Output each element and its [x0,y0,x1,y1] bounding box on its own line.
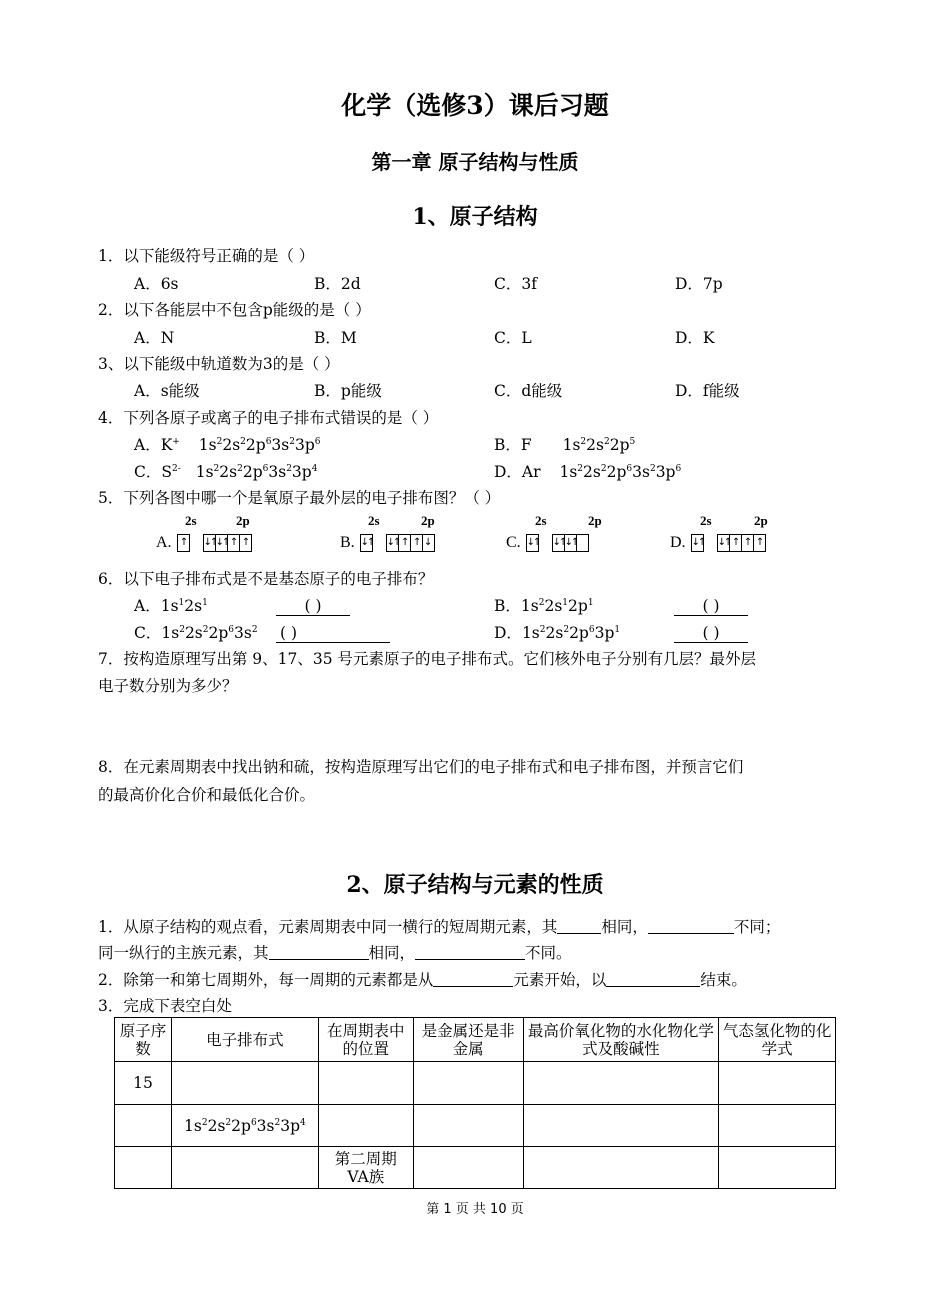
header-hydride: 气态氢化物的化学式 [719,1018,836,1062]
q6-b-label: B． [494,597,521,615]
orbital-box: ↑ [410,534,423,552]
q4-c-label: C．S [134,463,172,481]
s2q1-text-5: 相同， [368,944,416,962]
q4-option-b: B．F $1s^22s^22p^5$ [494,436,636,454]
s2-q3-stem: 3．完成下表空白处 [98,997,232,1015]
table-cell [523,1147,719,1189]
table-cell [318,1062,413,1105]
q1-option-a: A．6s [134,275,179,293]
header-position: 在周期表中的位置 [318,1018,413,1062]
q4-option-a: A．K+ $1s^22s^22p^63s^23p^6$ [134,436,321,454]
q2-option-d: D．K [675,329,715,347]
s2q1-text-4: 同一纵行的主族元素，其 [98,944,269,962]
s2q2-text-1: 2．除第一和第七周期外，每一周期的元素都是从 [98,971,434,989]
page-footer: 第 1 页 共 10 页 [426,1202,524,1217]
orbital-box: ↓↑ [360,534,373,552]
orbital-box: ↑ [177,534,190,552]
orbital-box: ↑ [729,534,742,552]
q4-b-label: B．F [494,436,532,454]
cell-atomic-number: 15 [115,1062,172,1105]
s2q2-text-2: 元素开始，以 [513,971,607,989]
table-row [115,1105,836,1147]
q2-option-a: A．N [134,329,175,347]
q6-option-b: B．$1s^22s^12p^1$ [494,597,594,615]
q4-a-charge: + [172,437,180,447]
q5-b-2p-label: 2p [421,513,435,528]
q3-option-b: B．p能级 [314,382,382,400]
header-metal: 是金属还是非金属 [413,1018,523,1062]
q5-diagram-d [670,534,766,552]
q5-d-2p-label: 2p [754,513,768,528]
q5-c-2p-label: 2p [588,513,602,528]
q8-line2: 的最高价化合价和最低化合价。 [98,786,316,804]
s2q1-text-2: 相同， [601,918,648,936]
cell-electron-config: $1s^22s^22p^63s^23p^4$ [171,1105,318,1147]
q4-option-d: D．Ar $1s^22s^22p^63s^23p^6$ [494,463,682,481]
q5-option-c-label: C. [506,534,521,551]
s2-q1-line2 [98,944,572,962]
orbital-box: ↑ [741,534,754,552]
orbital-box: ↓↑ [564,534,577,552]
table-cell [523,1062,719,1105]
orbital-box: ↓↑ [717,534,730,552]
q5-b-2s-label: 2s [368,513,380,528]
orbital-box [576,534,589,552]
s2q1-text-3: 不同； [733,918,781,936]
q3-stem: 3、以下能级中轨道数为3的是（ ） [98,355,340,373]
table-cell [413,1105,523,1147]
s2q1-text-6: 不同。 [525,944,572,962]
table-cell [523,1105,719,1147]
q5-diagram-b [340,534,435,552]
orbital-box: ↑ [753,534,766,552]
table-cell [413,1062,523,1105]
orbital-box: ↓↑ [215,534,228,552]
q1-option-d: D．7p [675,275,723,293]
q3-option-d: D．f能级 [675,382,740,400]
s2-q1-line1 [98,918,780,936]
s2q2-text-3: 结束。 [700,971,747,989]
table-cell [115,1147,172,1189]
orbital-box: ↓ [422,534,435,552]
orbital-box: ↓↑ [552,534,565,552]
table-cell [115,1105,172,1147]
orbital-box: ↓↑ [691,534,704,552]
q7-line1: 7．按构造原理写出第 9、17、35 号元素原子的电子排布式。它们核外电子分别有几层？最外层 [98,650,757,668]
q2-option-c: C．L [494,329,532,347]
q5-c-2s-label: 2s [535,513,547,528]
q5-a-2p-label: 2p [236,513,250,528]
table-cell [413,1147,523,1189]
q3-option-a: A．s能级 [134,382,200,400]
table-cell [719,1147,836,1189]
orbital-box: ↓↑ [526,534,539,552]
s2-q2 [98,971,747,989]
section-title-1: 1、原子结构 [412,204,538,230]
q1-option-b: B．2d [314,275,361,293]
orbital-box: ↑ [227,534,240,552]
table-header-row [115,1018,836,1062]
q3-option-c: C．d能级 [494,382,563,400]
q6-option-a: A．$1s^12s^1$ [134,597,208,615]
orbital-box: ↓↑ [203,534,216,552]
s2q1-text-1: 1．从原子结构的观点看，元素周期表中同一横行的短周期元素，其 [98,918,558,936]
q5-a-2s-label: 2s [185,513,197,528]
q5-diagram-a [156,534,252,552]
q6-option-d: D．$1s^22s^22p^63p^1$ [494,624,621,642]
q4-c-charge: 2- [171,464,181,474]
q8-line1: 8．在元素周期表中找出钠和硫，按构造原理写出它们的电子排布式和电子排布图，并预言它们 [98,758,744,776]
q1-stem: 1．以下能级符号正确的是（ ） [98,247,315,265]
q5-diagram-c [506,534,589,552]
q4-a-label: A．K [134,436,173,454]
element-table [114,1017,836,1189]
table-row [115,1147,836,1189]
orbital-box: ↑ [398,534,411,552]
q5-option-a-label: A. [156,534,172,551]
q6-c-label: C． [134,624,162,642]
q6-a-blank: ( ) [276,597,350,616]
table-cell [719,1062,836,1105]
header-atomic-number: 原子序数 [115,1018,172,1062]
q5-stem: 5．下列各图中哪一个是氧原子最外层的电子排布图？（ ） [98,489,501,507]
table-cell [171,1062,318,1105]
q5-d-2s-label: 2s [700,513,712,528]
q4-d-label: D．Ar [494,463,541,481]
chapter-title: 第一章 原子结构与性质 [371,150,579,174]
section-title-2: 2、原子结构与元素的性质 [346,872,604,898]
q2-stem: 2．以下各能层中不包含p能级的是（ ） [98,301,371,319]
q6-b-blank: ( ) [674,597,748,616]
q4-option-c: C．$S^{2-}$ $1s^22s^22p^63s^23p^4$ [134,463,318,481]
q4-stem: 4．下列各原子或离子的电子排布式错误的是（ ） [98,409,439,427]
orbital-box: ↓↑ [386,534,399,552]
q6-d-label: D． [494,624,522,642]
page-title: 化学（选修3）课后习题 [341,91,609,120]
orbital-box: ↑ [239,534,252,552]
q6-a-label: A． [134,597,161,615]
q6-d-blank: ( ) [674,624,748,643]
header-electron-config: 电子排布式 [171,1018,318,1062]
q5-option-d-label: D. [670,534,686,551]
table-row [115,1062,836,1105]
q7-line2: 电子数分别为多少？ [98,677,238,695]
q1-option-c: C．3f [494,275,537,293]
table-cell [171,1147,318,1189]
table-cell [719,1105,836,1147]
q5-option-b-label: B. [340,534,355,551]
q6-c-blank: ( ) [276,624,390,643]
q6-option-c: C．$1s^22s^22p^63s^2$ [134,624,258,642]
cell-position: 第二周期VA族 [318,1147,413,1189]
q2-option-b: B．M [314,329,357,347]
table-cell [318,1105,413,1147]
q6-stem: 6．以下电子排布式是不是基态原子的电子排布？ [98,570,434,588]
header-oxide: 最高价氧化物的水化物化学式及酸碱性 [523,1018,719,1062]
